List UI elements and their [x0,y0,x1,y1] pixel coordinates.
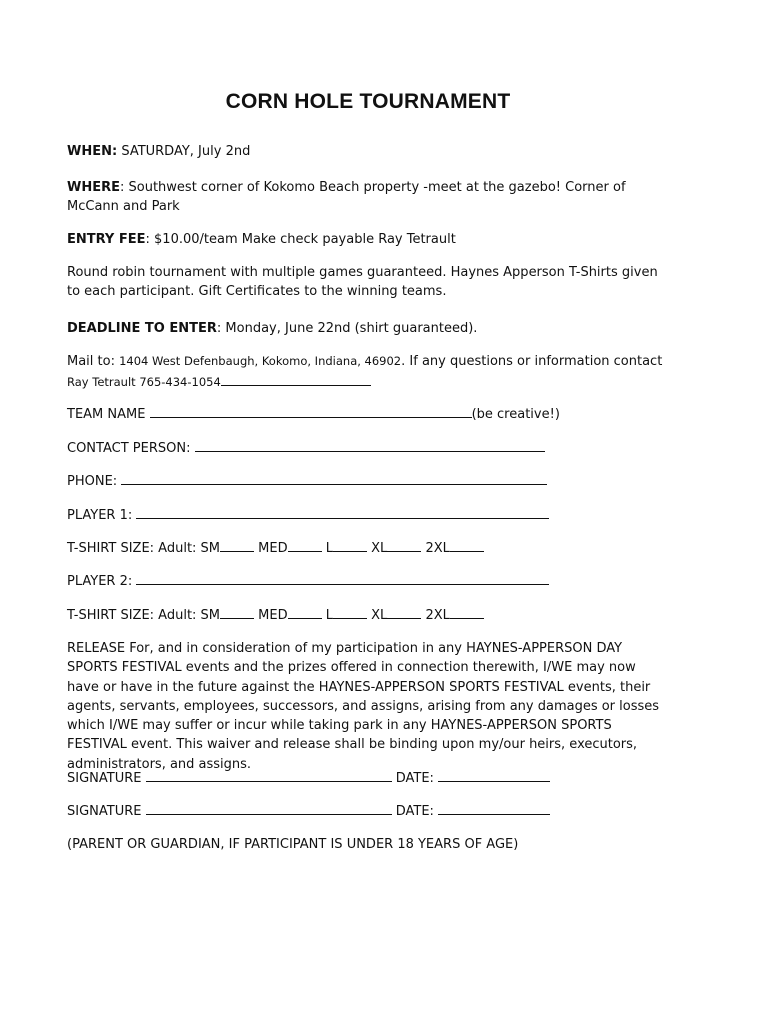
mail-line [67,352,662,371]
tshirt1-med-label: MED [258,541,288,556]
where-paragraph [67,178,667,217]
tshirt1-sm-field[interactable] [220,539,254,552]
when-value: SATURDAY, July 2nd [117,144,251,159]
tshirt2-l-field[interactable] [333,606,367,619]
team-name-field[interactable] [150,405,472,418]
release-paragraph: RELEASE For, and in consideration of my participation in any HAYNES-APPERSON DAY SPORTS FESTIVAL events and the prizes offered in connection therewith, I/WE may now have or have in the future against the HAYNES-APPERSON SPORTS FESTIVAL events, their agents, servants, employees, successors, and assigns, arising from any damages or losses which I/WE may suffer or incur while taking park in any HAYNES-APPERSON SPORTS FESTIVAL event. This waiver and release shall be binding upon my/our heirs, executors, administrators, and assigns. [67,641,660,772]
signature2-label: SIGNATURE [67,804,146,819]
team-name-label: TEAM NAME [67,407,150,422]
player1-row [67,506,549,525]
round-robin-paragraph: Round robin tournament with multiple games guaranteed. Haynes Apperson T-Shirts given to each participant. Gift Certificates to the winning teams. [67,265,658,300]
mail-contact: Ray Tetrault 765-434-1054 [67,375,221,389]
guardian-note: (PARENT OR GUARDIAN, IF PARTICIPANT IS UNDER 18 YEARS OF AGE) [67,837,519,852]
date2-label: DATE: [391,804,439,819]
mail-address: 1404 West Defenbaugh, Kokomo, Indiana, 46902 [119,354,402,368]
tshirt2-2xl-label: 2XL [425,608,450,623]
tshirt2-l-label: L [325,608,334,623]
team-name-row [67,405,560,424]
page-title: CORN HOLE TOURNAMENT [225,90,511,113]
where-label: WHERE [67,180,120,195]
tshirt2-med-field[interactable] [288,606,322,619]
signature1-label: SIGNATURE [67,771,146,786]
player1-label: PLAYER 1: [67,508,137,523]
tshirt1-2xl-label: 2XL [425,541,450,556]
date1-field[interactable] [438,769,550,782]
tshirt1-l-field[interactable] [333,539,367,552]
tshirt2-2xl-field[interactable] [450,606,484,619]
mail-contact-line [67,373,371,392]
tshirt1-xl-label: XL [371,541,388,556]
player2-row [67,572,549,591]
tshirt2-label: T-SHIRT SIZE: Adult: SM [67,608,221,623]
tshirt1-2xl-field[interactable] [450,539,484,552]
player1-field[interactable] [136,506,549,519]
date2-field[interactable] [438,802,550,815]
tshirt1-label: T-SHIRT SIZE: Adult: SM [67,541,221,556]
tshirt2-row [67,606,484,625]
phone-label: PHONE: [67,474,122,489]
tshirt2-xl-label: XL [371,608,388,623]
contact-person-row [67,439,545,458]
tshirt2-sm-field[interactable] [220,606,254,619]
mail-prefix: Mail to: [67,354,120,369]
contact-underline [221,373,371,386]
signature2-field[interactable] [146,802,392,815]
where-value: : Southwest corner of Kokomo Beach property -meet at the gazebo! Corner of McCann and Park [67,180,626,215]
entry-fee-line [67,230,456,249]
when-label: WHEN: [67,144,118,159]
deadline-line [67,319,477,338]
player2-label: PLAYER 2: [67,574,137,589]
phone-field[interactable] [121,472,547,485]
player2-field[interactable] [136,572,549,585]
entry-fee-label: ENTRY FEE [67,232,146,247]
signature1-field[interactable] [146,769,392,782]
tshirt1-row [67,539,484,558]
tshirt1-l-label: L [325,541,334,556]
deadline-label: DEADLINE TO ENTER [67,321,217,336]
when-line [67,142,250,161]
phone-row [67,472,547,491]
deadline-value: : Monday, June 22nd (shirt guaranteed). [216,321,478,336]
entry-fee-value: : $10.00/team Make check payable Ray Tetrault [145,232,456,247]
contact-person-field[interactable] [195,439,545,452]
mail-suffix: . If any questions or information contact [401,354,663,369]
contact-person-label: CONTACT PERSON: [67,441,195,456]
tshirt2-med-label: MED [258,608,288,623]
date1-label: DATE: [391,771,439,786]
signature1-row [67,769,550,788]
signature2-row [67,802,550,821]
tshirt1-xl-field[interactable] [387,539,421,552]
team-name-suffix: (be creative!) [471,407,560,422]
tshirt1-med-field[interactable] [288,539,322,552]
tshirt2-xl-field[interactable] [387,606,421,619]
